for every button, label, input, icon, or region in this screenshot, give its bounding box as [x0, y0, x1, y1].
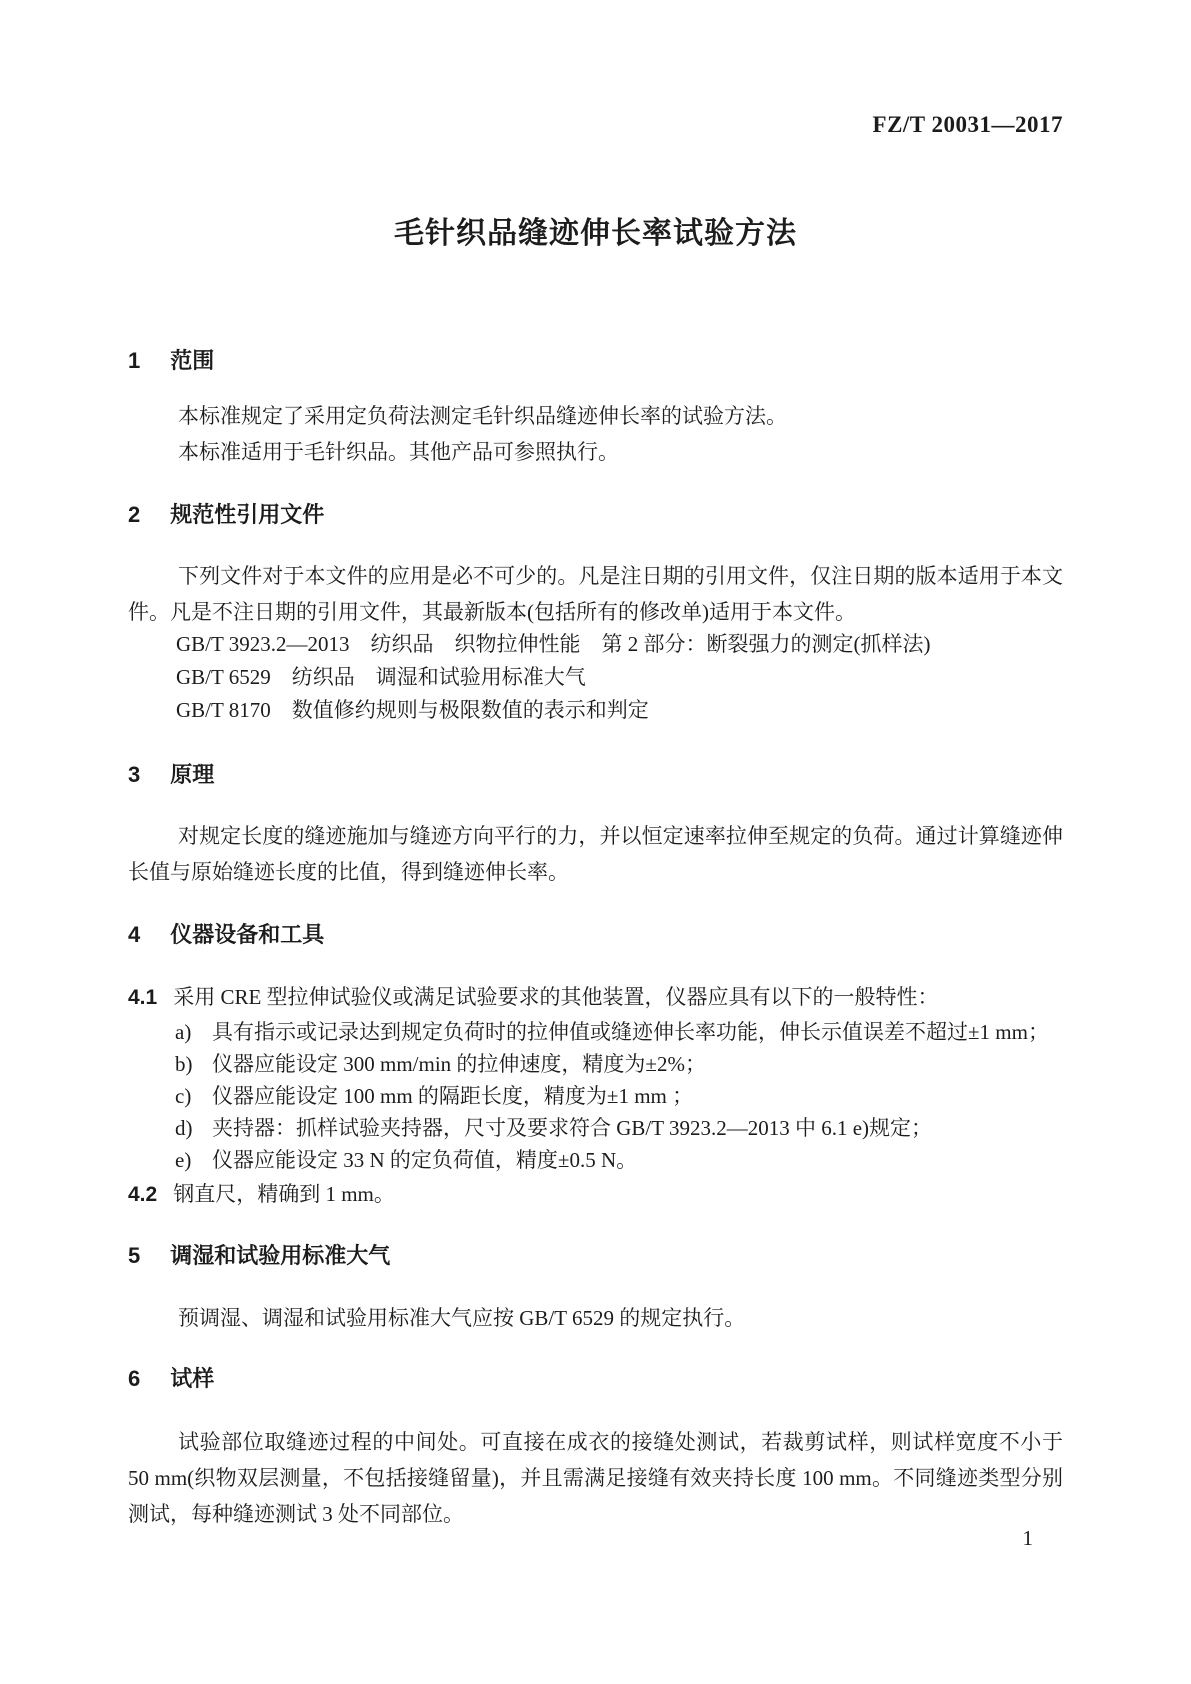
- list-item-b-text: 仪器应能设定 300 mm/min 的拉伸速度，精度为±2%；: [212, 1052, 706, 1076]
- section-1-paragraph-1: 本标准规定了采用定负荷法测定毛针织品缝迹伸长率的试验方法。: [178, 404, 787, 428]
- instrument-requirements-list: [128, 1016, 1063, 1176]
- standard-number: FZ/T 20031—2017: [872, 112, 1063, 137]
- section-6-title: 试样: [170, 1366, 215, 1391]
- list-item-e: [175, 1144, 1063, 1176]
- clause-4-1-text: 采用 CRE 型拉伸试验仪或满足试验要求的其他装置，仪器应具有以下的一般特性：: [173, 985, 939, 1009]
- clause-4-2-text: 钢直尺，精确到 1 mm。: [173, 1182, 395, 1206]
- page-number: 1: [1022, 1526, 1033, 1550]
- list-item-b-label: b): [175, 1052, 193, 1076]
- normative-references-list: [128, 628, 1063, 727]
- list-item-e-text: 仪器应能设定 33 N 的定负荷值，精度±0.5 N。: [212, 1148, 638, 1172]
- section-6-number: 6: [128, 1366, 141, 1391]
- list-item-a-label: a): [175, 1020, 192, 1044]
- clause-4-2: [128, 1177, 1063, 1212]
- clause-4-1-number: 4.1: [128, 986, 158, 1009]
- list-item-c-text: 仪器应能设定 100 mm 的隔距长度，精度为±1 mm ；: [212, 1084, 694, 1108]
- section-1-paragraph-2: 本标准适用于毛针织品。其他产品可参照执行。: [178, 440, 619, 464]
- list-item-c-label: c): [175, 1084, 192, 1108]
- clause-4-1: [128, 980, 1063, 1015]
- list-item-d-text: 夹持器：抓样试验夹持器，尺寸及要求符合 GB/T 3923.2—2013 中 6.1 e)规定；: [212, 1116, 933, 1140]
- list-item-c: [175, 1080, 1063, 1112]
- reference-item: GB/T 8170 数值修约规则与极限数值的表示和判定: [176, 698, 649, 722]
- section-1-title: 范围: [170, 348, 215, 373]
- section-5-title: 调湿和试验用标准大气: [170, 1243, 391, 1268]
- section-3-title: 原理: [170, 762, 215, 787]
- section-2-number: 2: [128, 502, 141, 527]
- section-4-title: 仪器设备和工具: [170, 922, 325, 947]
- clause-4-2-number: 4.2: [128, 1183, 158, 1206]
- section-4-number: 4: [128, 922, 141, 947]
- document-title: 毛针织品缝迹伸长率试验方法: [394, 217, 797, 250]
- reference-item: GB/T 3923.2—2013 纺织品 织物拉伸性能 第 2 部分：断裂强力的测定(抓样法): [176, 632, 931, 656]
- reference-item: GB/T 6529 纺织品 调湿和试验用标准大气: [176, 665, 586, 689]
- section-6-heading: [128, 1362, 1063, 1393]
- list-item-a-text: 具有指示或记录达到规定负荷时的拉伸值或缝迹伸长率功能，伸长示值误差不超过±1 mm；: [212, 1020, 1049, 1044]
- list-item-d: [175, 1112, 1063, 1144]
- section-5-number: 5: [128, 1243, 141, 1268]
- section-3-heading: [128, 758, 1063, 789]
- list-item-e-label: e): [175, 1148, 192, 1172]
- section-1-heading: [128, 344, 1063, 375]
- list-item-b: [175, 1048, 1063, 1080]
- section-5-paragraph-1: 预调湿、调湿和试验用标准大气应按 GB/T 6529 的规定执行。: [178, 1306, 746, 1330]
- section-3-paragraph-1: 对规定长度的缝迹施加与缝迹方向平行的力，并以恒定速率拉伸至规定的负荷。通过计算缝迹伸长值与原始缝迹长度的比值，得到缝迹伸长率。: [128, 824, 1063, 884]
- section-1-number: 1: [128, 348, 141, 373]
- list-item-d-label: d): [175, 1116, 193, 1140]
- section-2-title: 规范性引用文件: [170, 502, 325, 527]
- section-2-heading: [128, 498, 1063, 529]
- list-item-a: [175, 1016, 1063, 1048]
- section-3-number: 3: [128, 762, 141, 787]
- section-5-heading: [128, 1239, 1063, 1270]
- section-4-heading: [128, 918, 1063, 949]
- section-2-paragraph-1: 下列文件对于本文件的应用是必不可少的。凡是注日期的引用文件，仅注日期的版本适用于本文件。凡是不注日期的引用文件，其最新版本(包括所有的修改单)适用于本文件。: [128, 564, 1063, 624]
- section-6-paragraph-1: 试验部位取缝迹过程的中间处。可直接在成衣的接缝处测试，若裁剪试样，则试样宽度不小于 50 mm(织物双层测量，不包括接缝留量)，并且需满足接缝有效夹持长度 100 mm。不同缝迹类型分别测试，每种缝迹测试 3 处不同部位。: [128, 1430, 1063, 1526]
